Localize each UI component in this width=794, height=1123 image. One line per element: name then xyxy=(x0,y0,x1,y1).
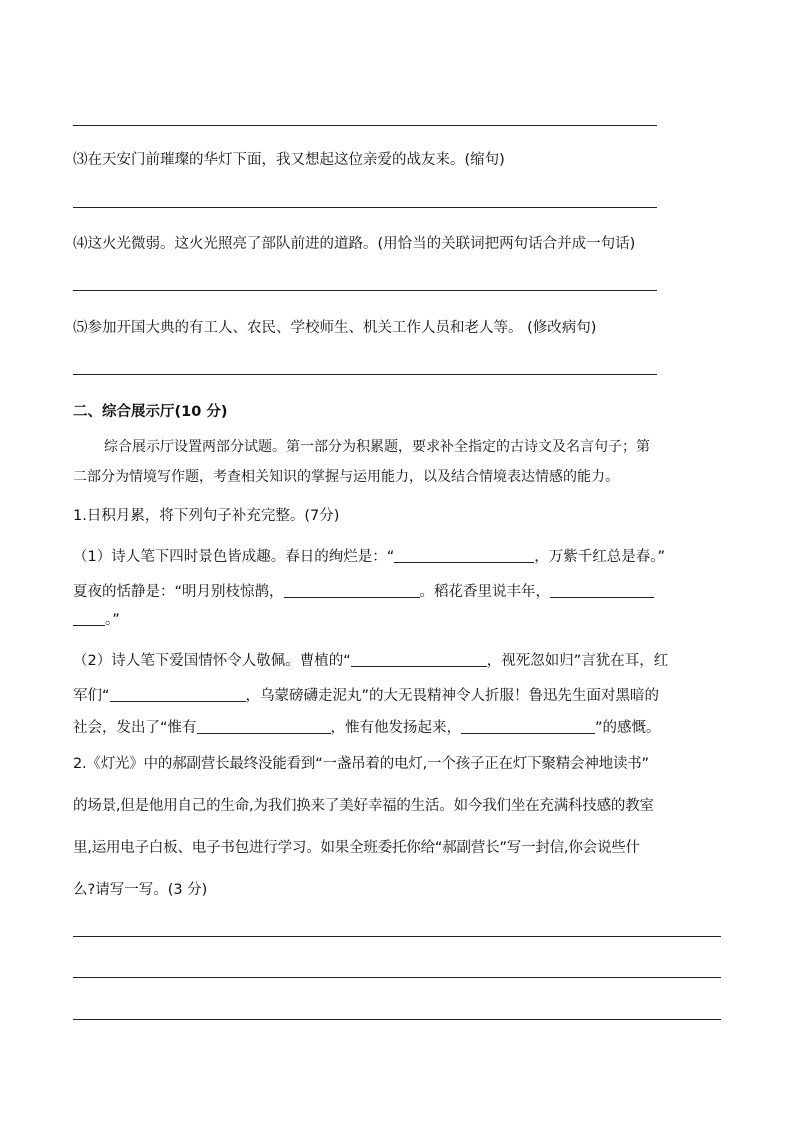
poem-text: ”的感慨。 xyxy=(595,720,661,736)
fill-blank[interactable] xyxy=(73,609,105,626)
answer-line-q3[interactable] xyxy=(73,207,657,208)
intro-line-1: 综合展示厅设置两部分试题。第一部分为积累题，要求补全指定的古诗文及名言句子；第 xyxy=(104,439,650,455)
item-1-title: 1.日积月累，将下列句子补充完整。(7分) xyxy=(73,508,340,524)
writing-line-2[interactable] xyxy=(73,977,721,978)
item-2-line-2: 的场景,但是他用自己的生命,为我们换来了美好幸福的生活。如今我们坐在充满科技感的教室 xyxy=(73,798,654,814)
writing-line-1[interactable] xyxy=(73,936,721,937)
poem-line-3 xyxy=(73,608,120,629)
item-2-line-3: 里,运用电子白板、电子书包进行学习。如果全班委托你给“郝副营长”写一封信,你会说些什 xyxy=(73,840,640,856)
fill-blank[interactable] xyxy=(110,685,246,702)
poem-text: 夏夜的恬静是：“明月别枝惊鹊， xyxy=(73,584,284,600)
poem-line-6 xyxy=(73,716,661,737)
writing-line-3[interactable] xyxy=(73,1019,721,1020)
poem-text: ，乌蒙磅礴走泥丸”的大无畏精神令人折服！鲁迅先生面对黑暗的 xyxy=(245,688,660,704)
poem-text: （1）诗人笔下四时景色皆成趣。春日的绚烂是：“ xyxy=(73,549,395,565)
section-2-title: 二、综合展示厅(10 分) xyxy=(73,404,228,420)
fill-blank[interactable] xyxy=(284,581,420,598)
poem-line-5 xyxy=(73,684,659,705)
poem-text: ，视死忽如归”言犹在耳，红 xyxy=(486,653,669,669)
answer-line-q4[interactable] xyxy=(73,290,657,291)
fill-blank[interactable] xyxy=(394,546,534,563)
poem-text: 军们“ xyxy=(73,688,110,704)
poem-line-2 xyxy=(73,580,654,601)
item-2-line-1: 2.《灯光》中的郝副营长最终没能看到“一盏吊着的电灯,一个孩子正在灯下聚精会神地读书” xyxy=(73,756,649,772)
item-2-line-4: 么?请写一写。(3 分) xyxy=(73,882,208,898)
answer-line-q2[interactable] xyxy=(73,125,657,126)
poem-text: ，惟有他发扬起来， xyxy=(330,720,462,736)
question-3: ⑶在天安门前璀璨的华灯下面，我又想起这位亲爱的战友来。(缩句) xyxy=(73,152,505,168)
question-4: ⑷这火光微弱。这火光照亮了部队前进的道路。(用恰当的关联词把两句话合并成一句话) xyxy=(73,236,636,252)
poem-text: 社会，发出了“惟有 xyxy=(73,720,197,736)
fill-blank[interactable] xyxy=(197,717,331,734)
poem-line-4 xyxy=(73,649,668,670)
intro-line-2: 二部分为情境写作题，考查相关知识的掌握与运用能力，以及结合情境表达情感的能力。 xyxy=(73,469,619,485)
fill-blank[interactable] xyxy=(461,717,595,734)
poem-text: 。稻花香里说丰年， xyxy=(419,584,551,600)
poem-text: 。” xyxy=(105,612,120,628)
question-5: ⑸参加开国大典的有工人、农民、学校师生、机关工作人员和老人等。 (修改病句) xyxy=(73,320,597,336)
fill-blank[interactable] xyxy=(351,650,487,667)
answer-line-q5[interactable] xyxy=(73,374,657,375)
poem-text: （2）诗人笔下爱国情怀令人敬佩。曹植的“ xyxy=(73,653,351,669)
poem-line-1 xyxy=(73,545,665,566)
fill-blank[interactable] xyxy=(550,581,654,598)
poem-text: ，万紫千红总是春。” xyxy=(534,549,666,565)
